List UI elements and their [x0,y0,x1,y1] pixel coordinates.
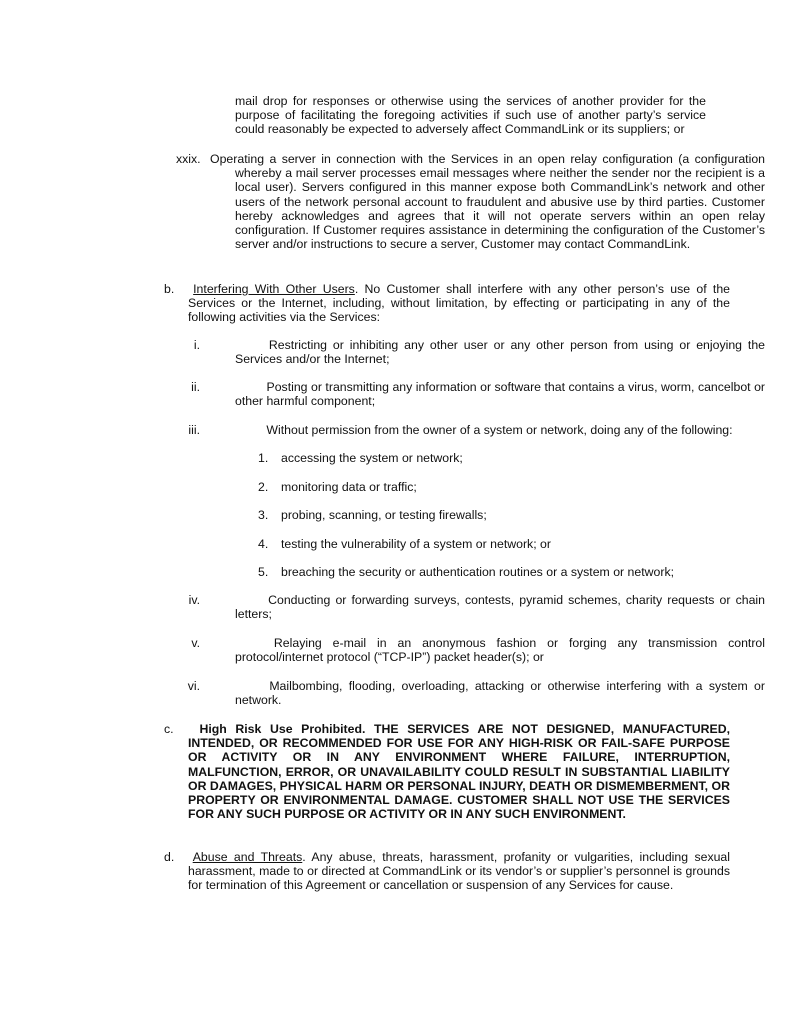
list-item-text: Mailbombing, flooding, overloading, attacking or otherwise interfering with a system or network. [235,679,765,708]
subitem-text: breaching the security or authentication routines or a system or network; [281,565,675,579]
subitem-marker: 1. [258,451,269,465]
list-item-xxix [176,152,765,251]
list-item-text: Conducting or forwarding surveys, contests, pyramid schemes, charity requests or chain letters; [235,593,765,622]
subitem-3 [258,508,698,522]
section-text: . No Customer shall interfere with any other person’s use of the Services or the Internet, including, without limitation, by effecting or participating in any of the following activities via the Services: [188,282,731,325]
section-d [164,850,730,893]
section-text: . Any abuse, threats, harassment, profanity or vulgarities, including sexual harassment, made to or directed at CommandLink or its vendor’s or supplier’s personnel is grounds for termination of this Agreement or cancellation or suspension of any Services for cause. [188,850,731,893]
subitem-text: probing, scanning, or testing firewalls; [281,508,487,522]
continuation-paragraph: mail drop for responses or otherwise using the services of another provider for the purpose of facilitating the foregoing activities if such use of another party’s service could reasonably be expected to adversely affect CommandLink or its suppliers; or [235,94,706,137]
section-b [164,282,730,325]
section-heading: Abuse and Threats [192,850,303,864]
list-marker: i. [193,338,200,352]
subitem-text: testing the vulnerability of a system or network; or [281,537,551,551]
list-marker: iii. [188,423,200,437]
list-item-v [176,636,765,664]
list-item-iii [176,423,765,437]
subitem-marker: 4. [258,537,269,551]
list-item-vi [176,679,765,707]
list-marker: v. [191,636,200,650]
list-marker: iv. [188,593,200,607]
section-c [164,722,730,821]
subitem-text: accessing the system or network; [281,451,463,465]
section-marker: d. [164,850,175,864]
section-text: High Risk Use Prohibited. THE SERVICES ARE NOT DESIGNED, MANUFACTURED, INTENDED, OR RECOMMENDED FOR USE FOR ANY HIGH-RISK OR FAIL-SAFE PURPOSE OR ACTIVITY OR IN ANY ENVIRONMENT WHERE FAILURE, INTERRUPTION, MALFUNCTION, ERROR, OR UNAVAILABILITY COULD RESULT IN SUBSTANTIAL LIABILITY OR DAMAGES, PHYSICAL HARM OR PERSONAL INJURY, DEATH OR DISMEMBERMENT, OR PROPERTY OR ENVIRONMENTAL DAMAGE. CUSTOMER SHALL NOT USE THE SERVICES FOR ANY SUCH PURPOSE OR ACTIVITY OR IN ANY SUCH ENVIRONMENT. [188,722,730,822]
list-item-text: Without permission from the owner of a system or network, doing any of the following: [266,423,733,437]
list-item-text: Restricting or inhibiting any other user or any other person from using or enjoying the Services and/or the Internet; [235,338,765,367]
list-item-text: Relaying e-mail in an anonymous fashion or forging any transmission control protocol/internet protocol (“TCP-IP”) packet header(s); or [235,636,765,665]
list-item-iv [176,593,765,621]
subitem-marker: 5. [258,565,269,579]
list-item-ii [176,380,765,408]
subitem-2 [258,480,698,494]
subitem-text: monitoring data or traffic; [281,480,417,494]
list-item-text: Posting or transmitting any information or software that contains a virus, worm, cancelbot or other harmful component; [235,380,766,409]
section-marker: c. [164,722,174,736]
list-marker: ii. [191,380,200,394]
subitem-marker: 2. [258,480,269,494]
section-marker: b. [164,282,175,296]
list-item-i [176,338,765,366]
list-item-text: Operating a server in connection with the Services in an open relay configuration (a configuration whereby a mail server processes email messages where neither the sender nor the recipient is a local user). Servers configured in this manner expose both CommandLink’s network and other users of the network personal account to fraudulent and abusive use by third parties. Customer hereby acknowledges and agrees that it will not operate servers within an open relay configuration. If Customer requires assistance in determining the configuration of the Customer’s server and/or instructions to secure a server, Customer may contact CommandLink. [210,152,765,252]
subitem-1 [258,451,698,465]
list-marker: vi. [187,679,200,693]
subitem-marker: 3. [258,508,269,522]
subitem-5 [258,565,698,579]
section-heading: Interfering With Other Users [193,282,355,296]
subitem-4 [258,537,698,551]
list-marker: xxix. [176,152,201,166]
